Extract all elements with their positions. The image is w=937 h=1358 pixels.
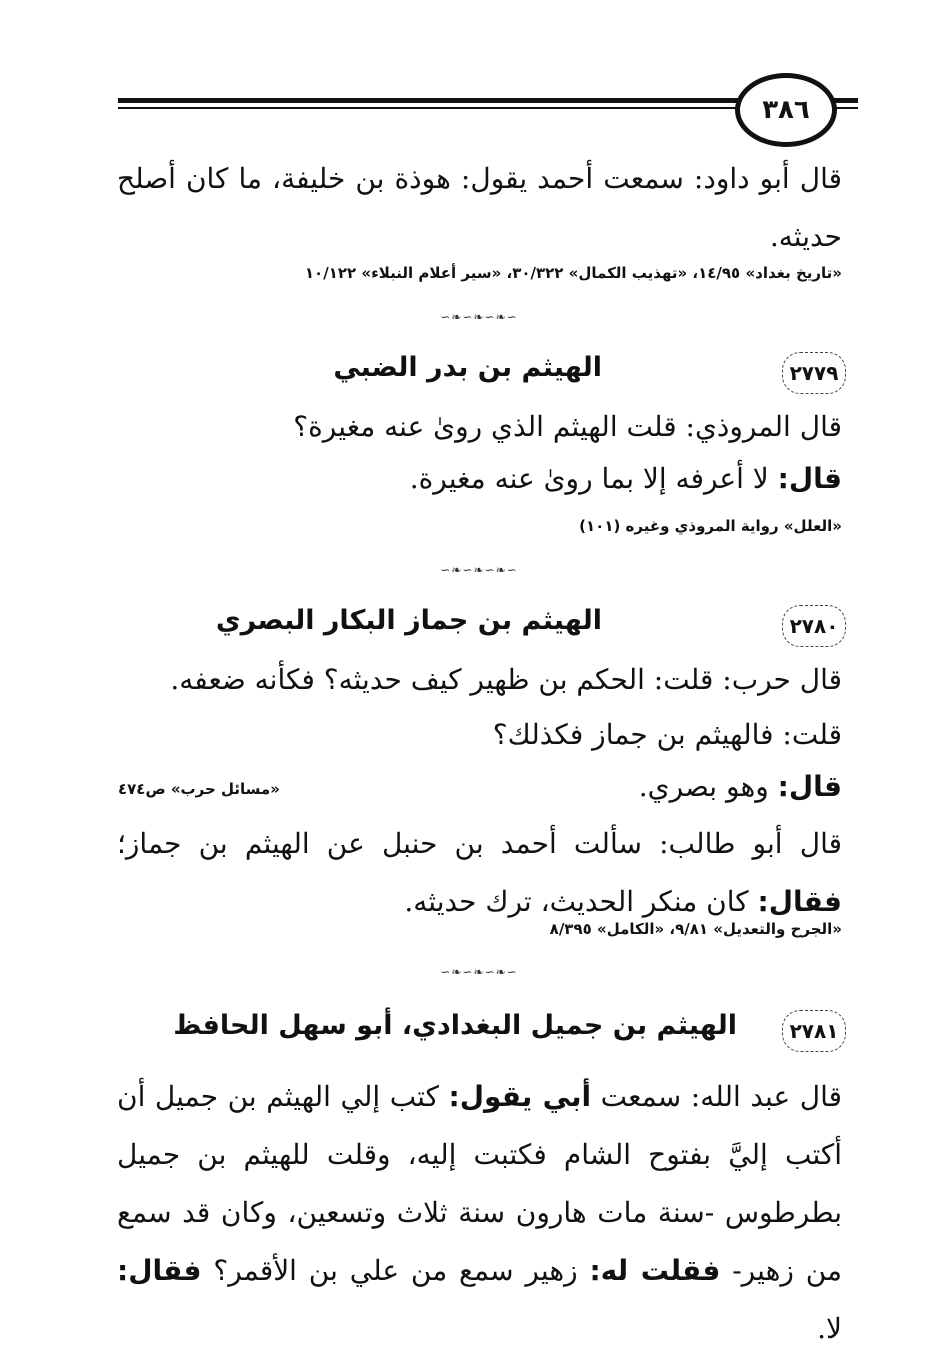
paragraph-abdullah: [117, 1068, 842, 1358]
bold-faqala: فقال:: [117, 1254, 202, 1287]
source-citation: «مسائل حرب» ص٤٧٤: [118, 780, 280, 798]
entry-number: ٢٧٨١: [782, 1010, 846, 1052]
line-text: لا أعرفه إلا بما روىٰ عنه مغيرة.: [409, 462, 778, 495]
entry-number: ٢٧٨٠: [782, 605, 846, 647]
line-text: وهو بصري.: [638, 770, 778, 803]
para-text: قال أبو طالب: سألت أحمد بن حنبل عن الهيثم بن جماز؛: [117, 827, 842, 860]
source-citation: «العلل» رواية المروذي وغيره (١٠١): [579, 517, 842, 535]
bold-abi-yaqul: أبي يقول:: [448, 1080, 592, 1113]
para-text: لا.: [817, 1312, 842, 1345]
entry-title: الهيثم بن بدر الضبي: [333, 352, 602, 383]
entry-number: ٢٧٧٩: [782, 352, 846, 394]
paragraph-abu-talib: [117, 815, 842, 931]
paragraph-abu-dawud: قال أبو داود: سمعت أحمد يقول: هوذة بن خليفة، ما كان أصلح حديثه.: [117, 162, 842, 253]
para-text: زهير سمع من علي بن الأقمر؟: [201, 1254, 590, 1287]
page-number: ٣٨٦: [735, 73, 837, 147]
ornament-divider: ∽❧∽❧∽❧∽: [440, 310, 518, 324]
entry-title: الهيثم بن جميل البغدادي، أبو سهل الحافظ: [173, 1010, 737, 1041]
text-line: قلت: فالهيثم بن جماز فكذلك؟: [492, 718, 842, 751]
bold-faqultu-lahu: فقلت له:: [589, 1254, 721, 1287]
para-text: كتب إلي الهيثم بن جميل أن أكتب إليَّ بفتوح الشام فكتبت إليه، وقلت للهيثم بن جميل بطرطوس -سنة مات هارون سنة ثلاث وتسعين، وكان قد سمع من زهير-: [117, 1080, 843, 1287]
bold-faqala: فقال:: [757, 885, 842, 918]
ornament-divider: ∽❧∽❧∽❧∽: [440, 563, 518, 577]
bold-qala: قال:: [777, 770, 842, 803]
entry-title: الهيثم بن جماز البكار البصري: [215, 605, 602, 636]
para-text: كان منكر الحديث، ترك حديثه.: [404, 885, 758, 918]
bold-qala: قال:: [777, 462, 842, 495]
source-citation: «الجرح والتعديل» ٩/٨١، «الكامل» ٨/٣٩٥: [549, 920, 842, 938]
text-line: قال المروذي: قلت الهيثم الذي روىٰ عنه مغيرة؟: [293, 410, 842, 443]
text-line: قال حرب: قلت: الحكم بن ظهير كيف حديثه؟ فكأنه ضعفه.: [170, 663, 842, 696]
ornament-divider: ∽❧∽❧∽❧∽: [440, 965, 518, 979]
source-citation: «تاريخ بغداد» ١٤/٩٥، «تهذيب الكمال» ٣٠/٣٢٢، «سير أعلام النبلاء» ١٠/١٢٢: [304, 264, 842, 282]
para-text: قال عبد الله: سمعت: [591, 1080, 843, 1113]
text-line: [117, 462, 842, 495]
